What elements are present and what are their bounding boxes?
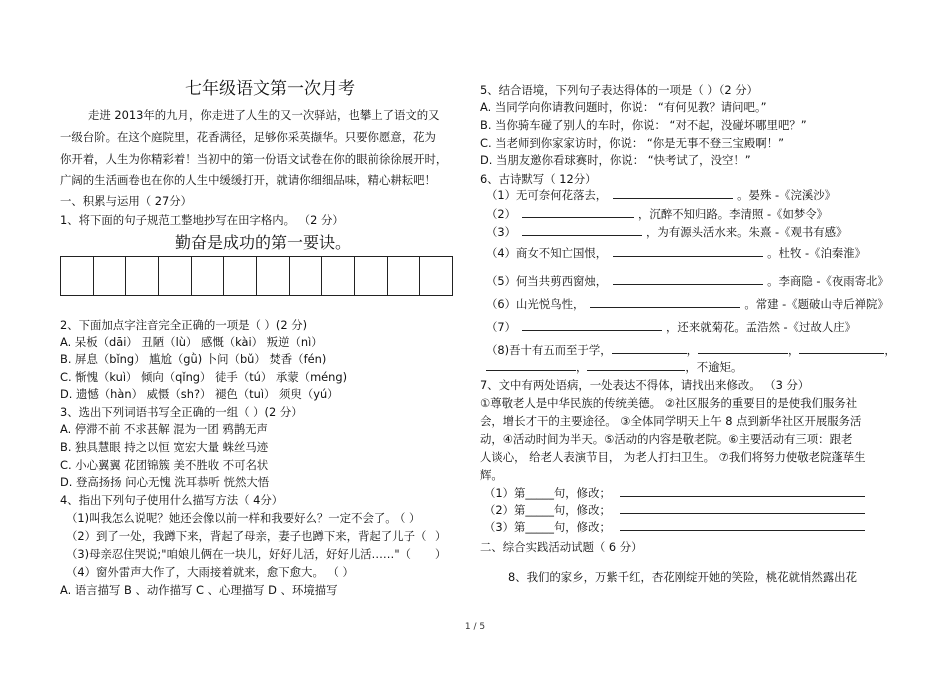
blank-field[interactable] — [613, 274, 763, 285]
q6-item-8 — [486, 343, 896, 357]
question-2: 2、下面加点字注音完全正确的一项是（ ）(2 分) — [60, 318, 308, 332]
exam-title: 七年级语文第一次月考 — [185, 79, 355, 99]
separator: ， — [788, 343, 800, 357]
question-5: 5、结合语境，下列句子表达得体的一项是（ ）（2 分） — [480, 83, 759, 97]
q6-item-prefix: （5）何当共剪西窗烛， — [486, 274, 608, 288]
q4-item-2: （2）到了一处，我蹲下来，背起了母亲，妻子也蹲下来，背起了儿子（ — [66, 529, 427, 543]
blank-field[interactable] — [522, 320, 662, 331]
q5-option-c: C. 当老师到你家家访时，你说： “你是无事不登三宝殿啊！” — [480, 136, 784, 150]
q3-option-c: C. 小心翼翼 花团锦簇 美不胜收 不可名状 — [60, 458, 269, 472]
q7-text-4: 人谈心， 给老人表演节目， 为老人打扫卫生。 ⑦我们将努力使敬老院蓬荜生 — [480, 450, 866, 464]
q4-item-1: （1)叫我怎么说呢？她还会像以前一样和我要好么？一定不会了。 — [66, 511, 397, 525]
grid-cell[interactable] — [61, 257, 94, 295]
q6-item-8-end: ，不逾矩。 — [685, 360, 743, 374]
q6-item-prefix: （7） — [486, 320, 517, 334]
separator: ， — [884, 343, 896, 357]
q3-option-a: A. 停滞不前 不求甚解 混为一团 鸦鹊无声 — [60, 422, 268, 436]
q3-option-b: B. 独具慧眼 持之以恒 宽宏大量 蛛丝马迹 — [60, 440, 269, 454]
q6-item-prefix: （1）无可奈何花落去， — [486, 188, 608, 202]
q2-option-c: C. 惭愧（kuì） 倾向（qǐng） 徒手（tú） 承蒙（méng) — [60, 370, 348, 384]
blank-field[interactable] — [698, 343, 788, 354]
q2-option-a: A. 呆板（dāi） 丑陋（lù） 感慨（kài） 叛逆（nì） — [60, 335, 323, 349]
blank-field[interactable] — [522, 207, 634, 218]
q6-item-source: 。杜牧 -《泊秦淮》 — [767, 246, 867, 260]
answer-line[interactable] — [620, 503, 865, 514]
separator: ， — [686, 343, 699, 357]
q6-item — [486, 207, 828, 221]
q6-item-prefix: （6）山光悦鸟性， — [486, 297, 585, 311]
page-number: 1 / 5 — [464, 622, 486, 632]
q4-item-1-answer[interactable]: （ ） — [394, 511, 421, 525]
question-7: 7、文中有两处语病，一处表达不得体，请找出来修改。 （3 分） — [480, 378, 810, 392]
writing-grid[interactable] — [60, 256, 453, 296]
q7-fix-2-label: （2）第_____句，修改； — [484, 503, 611, 517]
grid-cell[interactable] — [388, 257, 421, 295]
q6-item-source: 。晏殊 -《浣溪沙》 — [737, 188, 837, 202]
grid-cell[interactable] — [192, 257, 225, 295]
q6-item-text: ，沉醉不知归路。李清照 -《如梦令》 — [638, 207, 829, 221]
q7-text-3: 动，④活动时间为半天。⑤活动的内容是敬老院。⑥主要活动有三项：跟老 — [480, 432, 853, 446]
q5-option-d: D. 当朋友邀你看球赛时，你说： “快考试了，没空！” — [480, 153, 751, 167]
q6-item-8-start: （8)吾十有五而至于学， — [486, 343, 612, 357]
q4-item-3: （3)母亲忍住哭说;"咱娘儿俩在一块儿，好好儿活，好好儿活……"（ — [66, 547, 411, 561]
blank-field[interactable] — [612, 343, 687, 354]
q4-item-2-answer[interactable]: ） — [435, 529, 447, 543]
q4-item-3-answer[interactable]: ） — [435, 547, 447, 561]
grid-cell[interactable] — [290, 257, 323, 295]
blank-field[interactable] — [590, 297, 740, 308]
grid-cell[interactable] — [224, 257, 257, 295]
q6-item — [486, 274, 889, 288]
grid-cell[interactable] — [126, 257, 159, 295]
q7-fix-1 — [484, 486, 865, 500]
separator: ， — [576, 360, 588, 374]
q6-item-8-continued — [486, 360, 742, 374]
q6-item — [486, 297, 889, 311]
intro-line-4: 广阔的生活画卷也在你的人生中缓缓打开，就请你细细品味，精心耕耘吧！ — [60, 173, 436, 187]
blank-field[interactable] — [613, 188, 733, 199]
answer-line[interactable] — [620, 520, 865, 531]
q7-fix-3 — [484, 520, 865, 534]
grid-cell[interactable] — [94, 257, 127, 295]
section-2-heading: 二、综合实践活动试题（ 6 分） — [480, 540, 643, 554]
intro-line-2: 一级台阶。在这个庭院里，花香满径，足够你采英撷华。只要你愿意，花为 — [60, 130, 436, 144]
q4-item-4: （4）窗外雷声大作了，大雨接着就来，愈下愈大。 （ ） — [66, 565, 354, 579]
question-4: 4、指出下列句子使用什么描写方法（ 4分） — [60, 493, 284, 507]
q3-option-d: D. 登高扬扬 问心无愧 洗耳恭听 恍然大悟 — [60, 475, 270, 489]
question-8: 8、我们的家乡，万紫千红，杏花刚绽开她的笑险，桃花就悄然露出花 — [508, 570, 857, 584]
q7-fix-3-label: （3）第_____句，修改； — [484, 520, 611, 534]
q7-text-2: 会，增长才干的主要途径。 ③全体同学明天上午 8 点到新华社区开展服务活 — [480, 414, 862, 428]
q6-item-source: 。李商隐 -《夜雨寄北》 — [767, 274, 889, 288]
q6-item-text: ，还来就菊花。孟浩然 -《过故人庄》 — [666, 320, 857, 334]
blank-field[interactable] — [486, 360, 576, 371]
q5-option-a: A. 当同学向你请教问题时，你说： “有何见教？请问吧。” — [480, 100, 767, 114]
q7-fix-1-label: （1）第_____句，修改； — [484, 486, 611, 500]
q6-item — [486, 188, 836, 202]
q6-item — [486, 246, 866, 260]
q5-option-b: B. 当你骑车碰了别人的车时，你说： “对不起，没碰坏哪里吧？” — [480, 118, 807, 132]
q7-text-5: 辉。 — [480, 468, 503, 482]
blank-field[interactable] — [799, 343, 884, 354]
grid-cell[interactable] — [322, 257, 355, 295]
q6-item — [486, 320, 856, 334]
question-6: 6、古诗默写（ 12分） — [480, 172, 597, 186]
q6-item-source: 。常建 -《题破山寺后禅院》 — [744, 297, 889, 311]
blank-field[interactable] — [613, 246, 763, 257]
grid-cell[interactable] — [159, 257, 192, 295]
q6-item-text: ，为有源头活水来。朱熹 -《观书有感》 — [646, 225, 848, 239]
q6-item — [486, 225, 847, 239]
q7-fix-2 — [484, 503, 865, 517]
blank-field[interactable] — [587, 360, 685, 371]
q1-sentence: 勤奋是成功的第一要诀。 — [175, 233, 352, 252]
question-3: 3、选出下列词语书写全正确的一组（ ）(2 分） — [60, 405, 303, 419]
q2-option-b: B. 屏息（bǐng） 尴尬（gǜ) 卜问（bǔ） 焚香（fén) — [60, 352, 327, 366]
grid-cell[interactable] — [257, 257, 290, 295]
q7-text-1: ①尊敬老人是中华民族的传统美德。 ②社区服务的重要目的是使我们服务社 — [480, 396, 858, 410]
blank-field[interactable] — [522, 225, 642, 236]
q6-item-prefix: （2） — [486, 207, 517, 221]
intro-line-3: 你开着，人生为你精彩着！当初中的第一份语文试卷在你的眼前徐徐展开时， — [60, 152, 448, 166]
section-1-heading: 一、积累与运用（ 27分） — [60, 194, 193, 208]
answer-line[interactable] — [620, 486, 865, 497]
q6-item-prefix: （4）商女不知亡国恨， — [486, 246, 608, 260]
q4-options: A. 语言描写 B 、动作描写 C 、心理描写 D 、环境描写 — [60, 583, 338, 597]
grid-cell[interactable] — [355, 257, 388, 295]
question-1: 1、将下面的句子规范工整地抄写在田字格内。 （2 分） — [60, 213, 344, 227]
grid-cell[interactable] — [420, 257, 452, 295]
q6-item-prefix: （3） — [486, 225, 517, 239]
q2-option-d: D. 遗憾（hàn） 威慑（sh?） 褪色（tuì） 须臾（yú） — [60, 387, 339, 401]
intro-line-1: 走进 2013年的九月，你走进了人生的又一次驿站，也攀上了语文的又 — [88, 108, 440, 122]
